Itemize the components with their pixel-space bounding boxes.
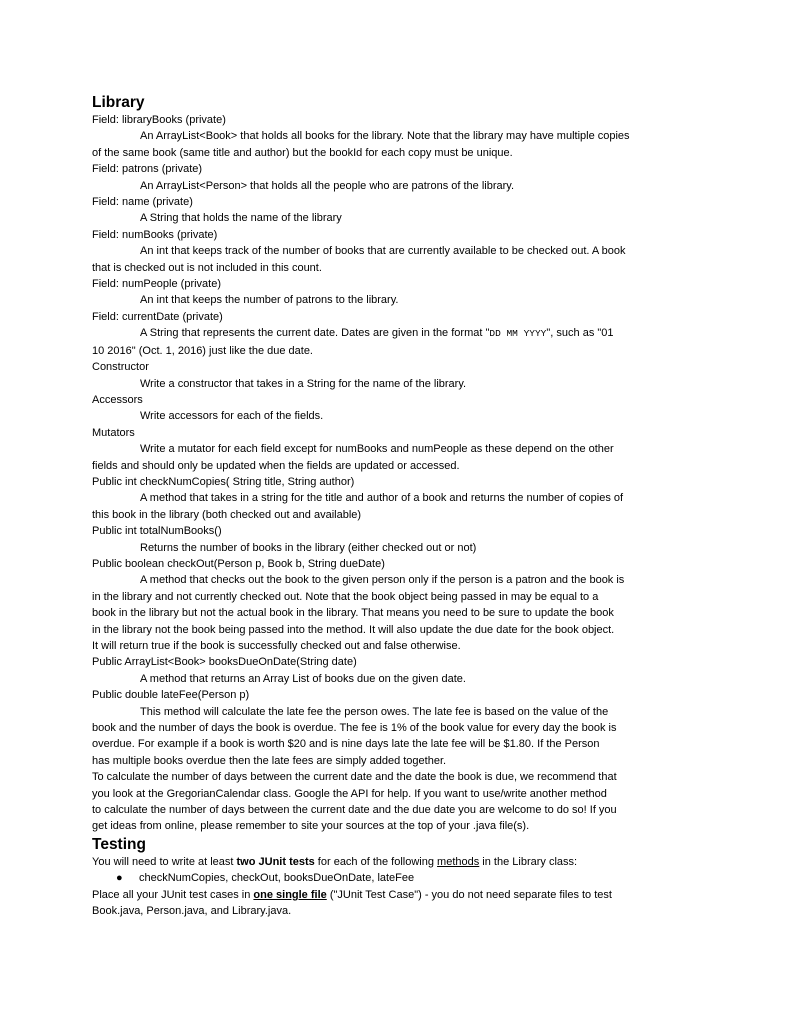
field-currentdate-heading: Field: currentDate (private) bbox=[92, 310, 223, 323]
mutators-heading: Mutators bbox=[92, 426, 135, 439]
calculation-note-2: you look at the GregorianCalendar class. Google the API for help. If you want to use/write another method bbox=[92, 787, 607, 800]
field-librarybooks-desc: An ArrayList<Book> that holds all books for the library. Note that the library may have multiple copies bbox=[140, 130, 630, 143]
calculation-note-1: To calculate the number of days between the current date and the date the book is due, we recommend that bbox=[92, 771, 617, 784]
bullet-list-item bbox=[92, 870, 704, 886]
accessors-heading: Accessors bbox=[92, 393, 143, 406]
checknumcopies-heading: Public int checkNumCopies( String title, String author) bbox=[92, 475, 355, 488]
field-name-heading: Field: name (private) bbox=[92, 196, 193, 209]
document-page bbox=[92, 93, 704, 920]
checknumcopies-desc: A method that takes in a string for the title and author of a book and returns the number of copies of bbox=[140, 492, 624, 505]
mutators-desc: Write a mutator for each field except for numBooks and numPeople as these depend on the other bbox=[140, 443, 614, 456]
bullet-text: checkNumCopies, checkOut, booksDueOnDate, lateFee bbox=[139, 872, 415, 885]
field-name-desc: A String that holds the name of the library bbox=[140, 212, 342, 225]
testing-intro-c: in the Library class: bbox=[479, 855, 578, 868]
field-currentdate-desc bbox=[92, 325, 704, 342]
checkout-desc-cont-2: book in the library but not the actual book in the library. That means you need to be sure to update the book bbox=[92, 607, 614, 620]
latefee-desc-cont-2: overdue. For example if a book is worth $20 and is nine days late the late fee will be $1.80. If the Person bbox=[92, 738, 600, 751]
checknumcopies-desc-cont: this book in the library (both checked out and available) bbox=[92, 508, 362, 521]
field-numbooks-heading: Field: numBooks (private) bbox=[92, 228, 218, 241]
date-format-code: DD MM YYYY bbox=[489, 328, 547, 340]
place-text-b: ("JUnit Test Case") - you do not need separate files to test bbox=[326, 888, 612, 901]
totalnumbooks-heading: Public int totalNumBooks() bbox=[92, 525, 222, 538]
checkout-heading: Public boolean checkOut(Person p, Book b, String dueDate) bbox=[92, 557, 385, 570]
mutators-desc-cont: fields and should only be updated when the fields are updated or accessed. bbox=[92, 459, 460, 472]
booksdueondate-heading: Public ArrayList<Book> booksDueOnDate(String date) bbox=[92, 656, 357, 669]
latefee-heading: Public double lateFee(Person p) bbox=[92, 689, 250, 702]
totalnumbooks-desc: Returns the number of books in the library (either checked out or not) bbox=[140, 541, 477, 554]
testing-intro bbox=[92, 854, 704, 870]
booksdueondate-desc: A method that returns an Array List of books due on the given date. bbox=[140, 672, 466, 685]
field-patrons-heading: Field: patrons (private) bbox=[92, 163, 203, 176]
field-numbooks-desc: An int that keeps track of the number of books that are currently available to be checked out. A book bbox=[140, 245, 626, 258]
field-numpeople-heading: Field: numPeople (private) bbox=[92, 278, 222, 291]
place-instructions-cont: Book.java, Person.java, and Library.java. bbox=[92, 905, 292, 918]
library-heading: Library bbox=[92, 94, 145, 111]
calculation-note-3: to calculate the number of days between the current date and the due date you are welcome to do so! If you bbox=[92, 804, 617, 817]
accessors-desc: Write accessors for each of the fields. bbox=[140, 410, 324, 423]
currentdate-text-b: ", such as "01 bbox=[546, 327, 614, 340]
currentdate-text-a: A String that represents the current date. Dates are given in the format " bbox=[140, 327, 490, 340]
place-text-bold: one single file bbox=[253, 888, 327, 901]
field-currentdate-desc-cont: 10 2016" (Oct. 1, 2016) just like the due date. bbox=[92, 344, 313, 357]
bullet-icon: ● bbox=[116, 872, 123, 885]
field-librarybooks-heading: Field: libraryBooks (private) bbox=[92, 114, 226, 126]
place-instructions bbox=[92, 887, 704, 903]
field-librarybooks-desc-cont: of the same book (same title and author) but the bookId for each copy must be unique. bbox=[92, 146, 513, 159]
testing-intro-b: for each of the following bbox=[314, 855, 438, 868]
checkout-desc-cont-4: It will return true if the book is successfully checked out and false otherwise. bbox=[92, 640, 461, 652]
testing-intro-underline: methods bbox=[437, 855, 480, 868]
field-patrons-desc: An ArrayList<Person> that holds all the people who are patrons of the library. bbox=[140, 179, 515, 192]
checkout-desc-cont-3: in the library not the book being passed into the method. It will also update the due date for the book object. bbox=[92, 623, 615, 636]
latefee-desc-cont-1: book and the number of days the book is overdue. The fee is 1% of the book value for every day the book is bbox=[92, 722, 617, 735]
latefee-desc: This method will calculate the late fee the person owes. The late fee is based on the value of the bbox=[140, 705, 609, 718]
testing-intro-a: You will need to write at least bbox=[92, 855, 237, 868]
checkout-desc-cont-1: in the library and not currently checked out. Note that the book object being passed in may be equal to a bbox=[92, 590, 599, 603]
field-numpeople-desc: An int that keeps the number of patrons to the library. bbox=[140, 294, 399, 307]
place-text-a: Place all your JUnit test cases in bbox=[92, 888, 254, 901]
latefee-desc-cont-3: has multiple books overdue then the late fees are simply added together. bbox=[92, 754, 447, 767]
field-numbooks-desc-cont: that is checked out is not included in this count. bbox=[92, 261, 322, 274]
calculation-note-4: get ideas from online, please remember to site your sources at the top of your .java file(s). bbox=[92, 820, 530, 833]
testing-intro-bold: two JUnit tests bbox=[236, 855, 315, 868]
testing-heading: Testing bbox=[92, 835, 146, 853]
checkout-desc: A method that checks out the book to the given person only if the person is a patron and the book is bbox=[140, 574, 625, 587]
constructor-desc: Write a constructor that takes in a String for the name of the library. bbox=[140, 377, 467, 390]
constructor-heading: Constructor bbox=[92, 361, 149, 374]
